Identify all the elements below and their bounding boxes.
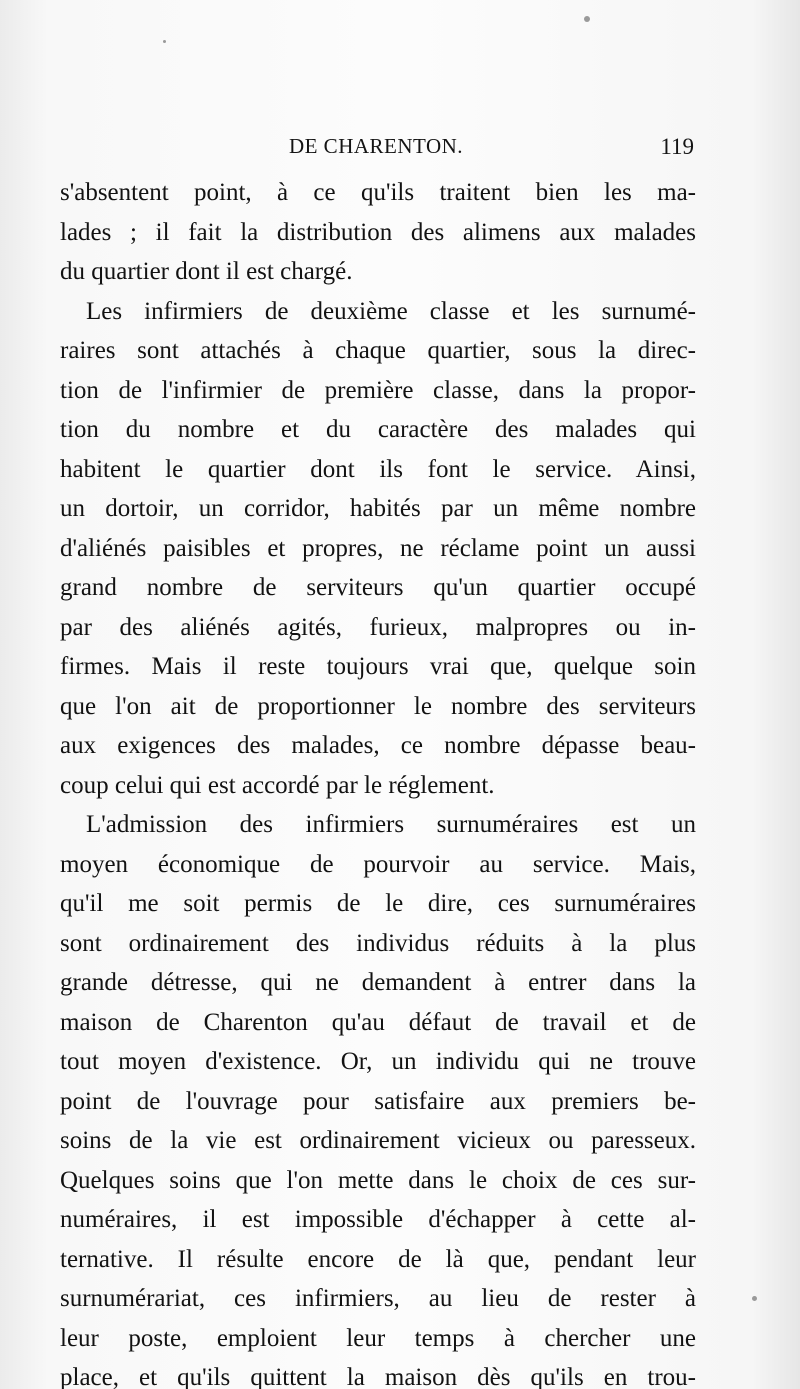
- body-text: [60, 173, 696, 1389]
- text-line: qu'il me soit permis de le dire, ces surnuméraires: [60, 890, 696, 917]
- page-number: 119: [660, 134, 694, 159]
- text-line: Les infirmiers de deuxième classe et les surnumé-: [86, 297, 696, 325]
- text-line: lades ; il fait la distribution des alimens aux malades: [60, 218, 696, 246]
- text-line: sont ordinairement des individus réduits à la plus: [60, 929, 696, 957]
- text-line: place, et qu'ils quittent la maison dès qu'ils en trou-: [60, 1364, 696, 1389]
- text-line: du quartier dont il est chargé.: [60, 258, 353, 285]
- paper-speck: [163, 40, 166, 43]
- text-line: grand nombre de serviteurs qu'un quartier occupé: [60, 574, 696, 601]
- text-line: par des aliénés agités, furieux, malpropres ou in-: [60, 613, 696, 641]
- text-line: que l'on ait de proportionner le nombre des serviteurs: [60, 692, 696, 720]
- text-line: Quelques soins que l'on mette dans le choix de ces sur-: [60, 1166, 696, 1194]
- paper-speck: [584, 16, 590, 22]
- text-line: un dortoir, un corridor, habités par un même nombre: [60, 495, 696, 522]
- text-line: coup celui qui est accordé par le réglement.: [60, 771, 495, 799]
- text-line: leur poste, emploient leur temps à chercher une: [60, 1324, 696, 1352]
- text-line: tout moyen d'existence. Or, un individu qui ne trouve: [60, 1048, 696, 1075]
- text-line: surnumérariat, ces infirmiers, au lieu de rester à: [60, 1285, 696, 1312]
- text-line: ternative. Il résulte encore de là que, pendant leur: [60, 1245, 696, 1273]
- text-line: L'admission des infirmiers surnuméraires est un: [86, 811, 696, 838]
- text-line: firmes. Mais il reste toujours vrai que, quelque soin: [60, 653, 696, 680]
- page-header: [58, 134, 694, 166]
- text-line: moyen économique de pourvoir au service. Mais,: [60, 850, 696, 878]
- text-line: aux exigences des malades, ce nombre dépasse beau-: [60, 732, 696, 759]
- text-line: tion du nombre et du caractère des malades qui: [60, 416, 696, 443]
- text-line: d'aliénés paisibles et propres, ne réclame point un aussi: [60, 534, 696, 562]
- text-line: habitent le quartier dont ils font le service. Ainsi,: [60, 455, 696, 483]
- running-title: DE CHARENTON.: [288, 134, 464, 158]
- text-line: grande détresse, qui ne demandent à entrer dans la: [60, 969, 696, 996]
- paper-speck: [752, 1296, 757, 1301]
- text-line: s'absentent point, à ce qu'ils traitent bien les ma-: [60, 179, 696, 206]
- text-line: point de l'ouvrage pour satisfaire aux premiers be-: [60, 1087, 696, 1115]
- text-line: maison de Charenton qu'au défaut de travail et de: [60, 1008, 696, 1036]
- text-line: tion de l'infirmier de première classe, dans la propor-: [60, 376, 696, 404]
- text-line: numéraires, il est impossible d'échapper à cette al-: [60, 1206, 696, 1233]
- text-line: raires sont attachés à chaque quartier, sous la direc-: [60, 337, 696, 364]
- text-line: soins de la vie est ordinairement vicieux ou paresseux.: [60, 1127, 696, 1154]
